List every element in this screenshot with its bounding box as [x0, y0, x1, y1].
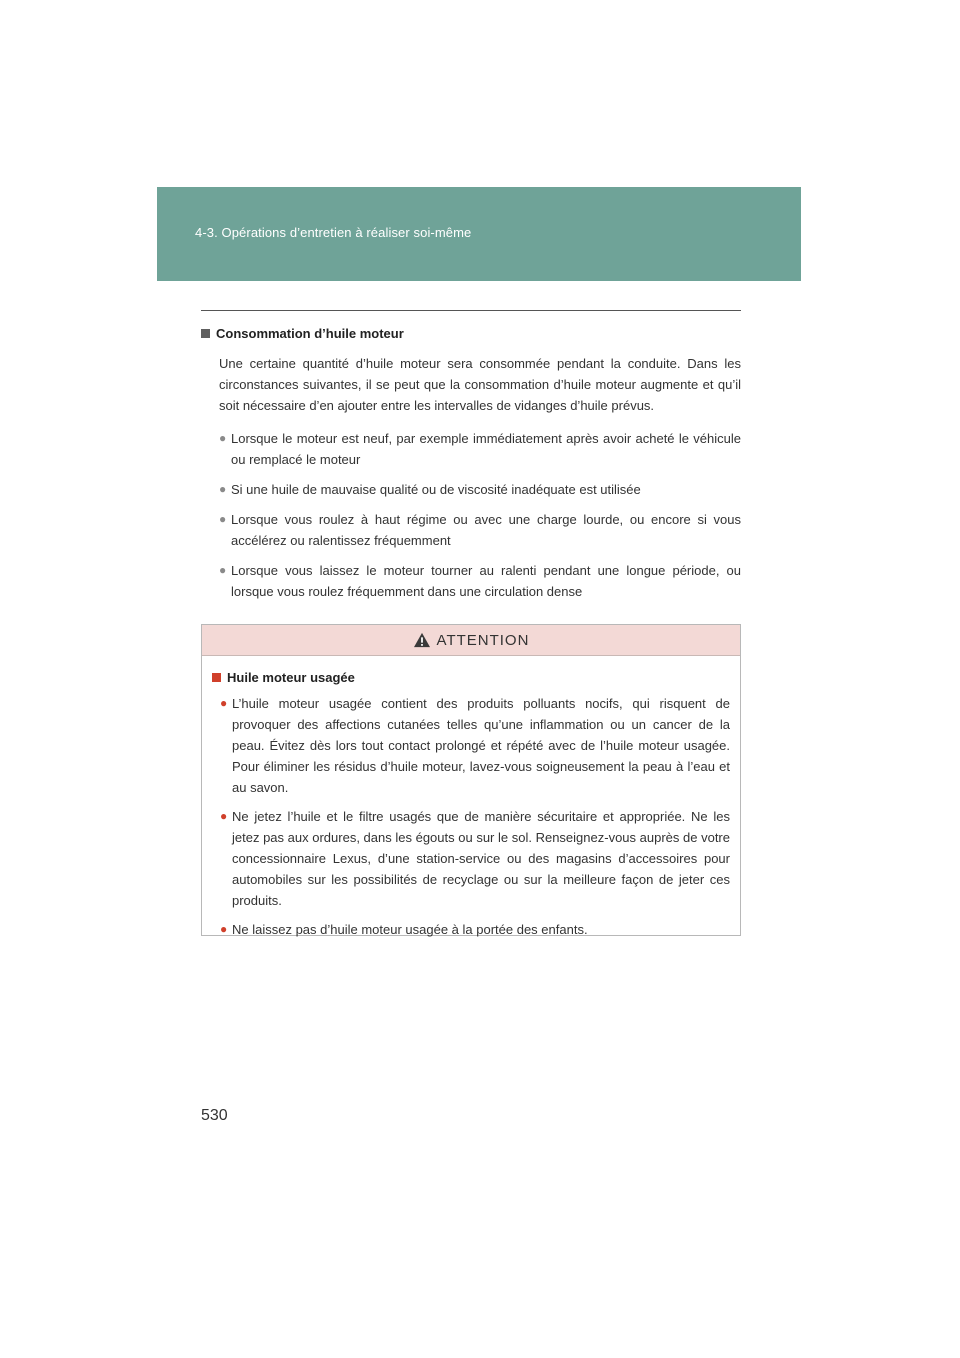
- bullet-dot-icon: ●: [219, 431, 227, 445]
- warning-item-text: Ne laissez pas d’huile moteur usagée à la portée des enfants.: [232, 922, 588, 937]
- bullet-dot-icon: ●: [220, 696, 228, 710]
- list-item: [219, 479, 741, 500]
- warning-header: [202, 625, 740, 656]
- bullet-dot-icon: ●: [220, 922, 228, 936]
- section-title: 4-3. Opérations d’entretien à réaliser soi-même: [195, 225, 472, 240]
- list-item: [219, 428, 741, 470]
- bullet-dot-icon: ●: [220, 809, 228, 823]
- warning-body: [202, 656, 740, 940]
- warning-triangle-icon: [413, 632, 431, 648]
- warning-list-item: [220, 919, 730, 940]
- list-item: [219, 560, 741, 602]
- square-bullet-icon: [212, 673, 221, 682]
- warning-heading: [212, 670, 730, 685]
- warning-list-item: [220, 693, 730, 798]
- warning-heading-text: Huile moteur usagée: [227, 670, 355, 685]
- square-bullet-icon: [201, 329, 210, 338]
- intro-paragraph: Une certaine quantité d’huile moteur sera consommée pendant la conduite. Dans les circonstances suivantes, il se peut que la consommation d’huile moteur augmente et qu’il soit nécessaire d’en ajouter entre les intervalles de vidanges d’huile prévus.: [219, 356, 741, 413]
- warning-title: ATTENTION: [436, 631, 530, 649]
- main-content: [201, 326, 741, 611]
- page-number: 530: [201, 1107, 228, 1124]
- section-heading: [201, 326, 741, 341]
- warning-box: [201, 624, 741, 936]
- section-header-band: [157, 187, 801, 281]
- bullet-dot-icon: ●: [219, 563, 227, 577]
- list-item-text: Lorsque vous laissez le moteur tourner au ralenti pendant une longue période, ou lorsque vous roulez fréquemment dans une circulation dense: [231, 563, 741, 599]
- divider-line: [201, 310, 741, 311]
- warning-item-text: Ne jetez l’huile et le filtre usagés que de manière sécuritaire et appropriée. Ne les jetez pas aux ordures, dans les égouts ou sur le sol. Renseignez-vous auprès de votre concessionnaire Lexus, d’une station-service ou des magasins d’accessoires pour automobiles sur les possibilités de recyclage ou sur la meilleure façon de jeter ces produits.: [232, 809, 730, 908]
- bullet-dot-icon: ●: [219, 512, 227, 526]
- section-heading-text: Consommation d’huile moteur: [216, 326, 404, 341]
- bullet-dot-icon: ●: [219, 482, 227, 496]
- warning-item-text: L’huile moteur usagée contient des produits polluants nocifs, qui risquent de provoquer des affections cutanées telles qu’une inflammation ou un cancer de la peau. Évitez dès lors tout contact prolongé et répété avec de l’huile moteur usagée. Pour éliminer les résidus d’huile moteur, lavez-vous soigneusement la peau à l’eau et au savon.: [232, 696, 730, 795]
- list-item: [219, 509, 741, 551]
- list-item-text: Si une huile de mauvaise qualité ou de viscosité inadéquate est utilisée: [231, 482, 641, 497]
- warning-list-item: [220, 806, 730, 911]
- list-item-text: Lorsque le moteur est neuf, par exemple immédiatement après avoir acheté le véhicule ou remplacé le moteur: [231, 431, 741, 467]
- list-item-text: Lorsque vous roulez à haut régime ou avec une charge lourde, ou encore si vous accélérez ou ralentissez fréquemment: [231, 512, 741, 548]
